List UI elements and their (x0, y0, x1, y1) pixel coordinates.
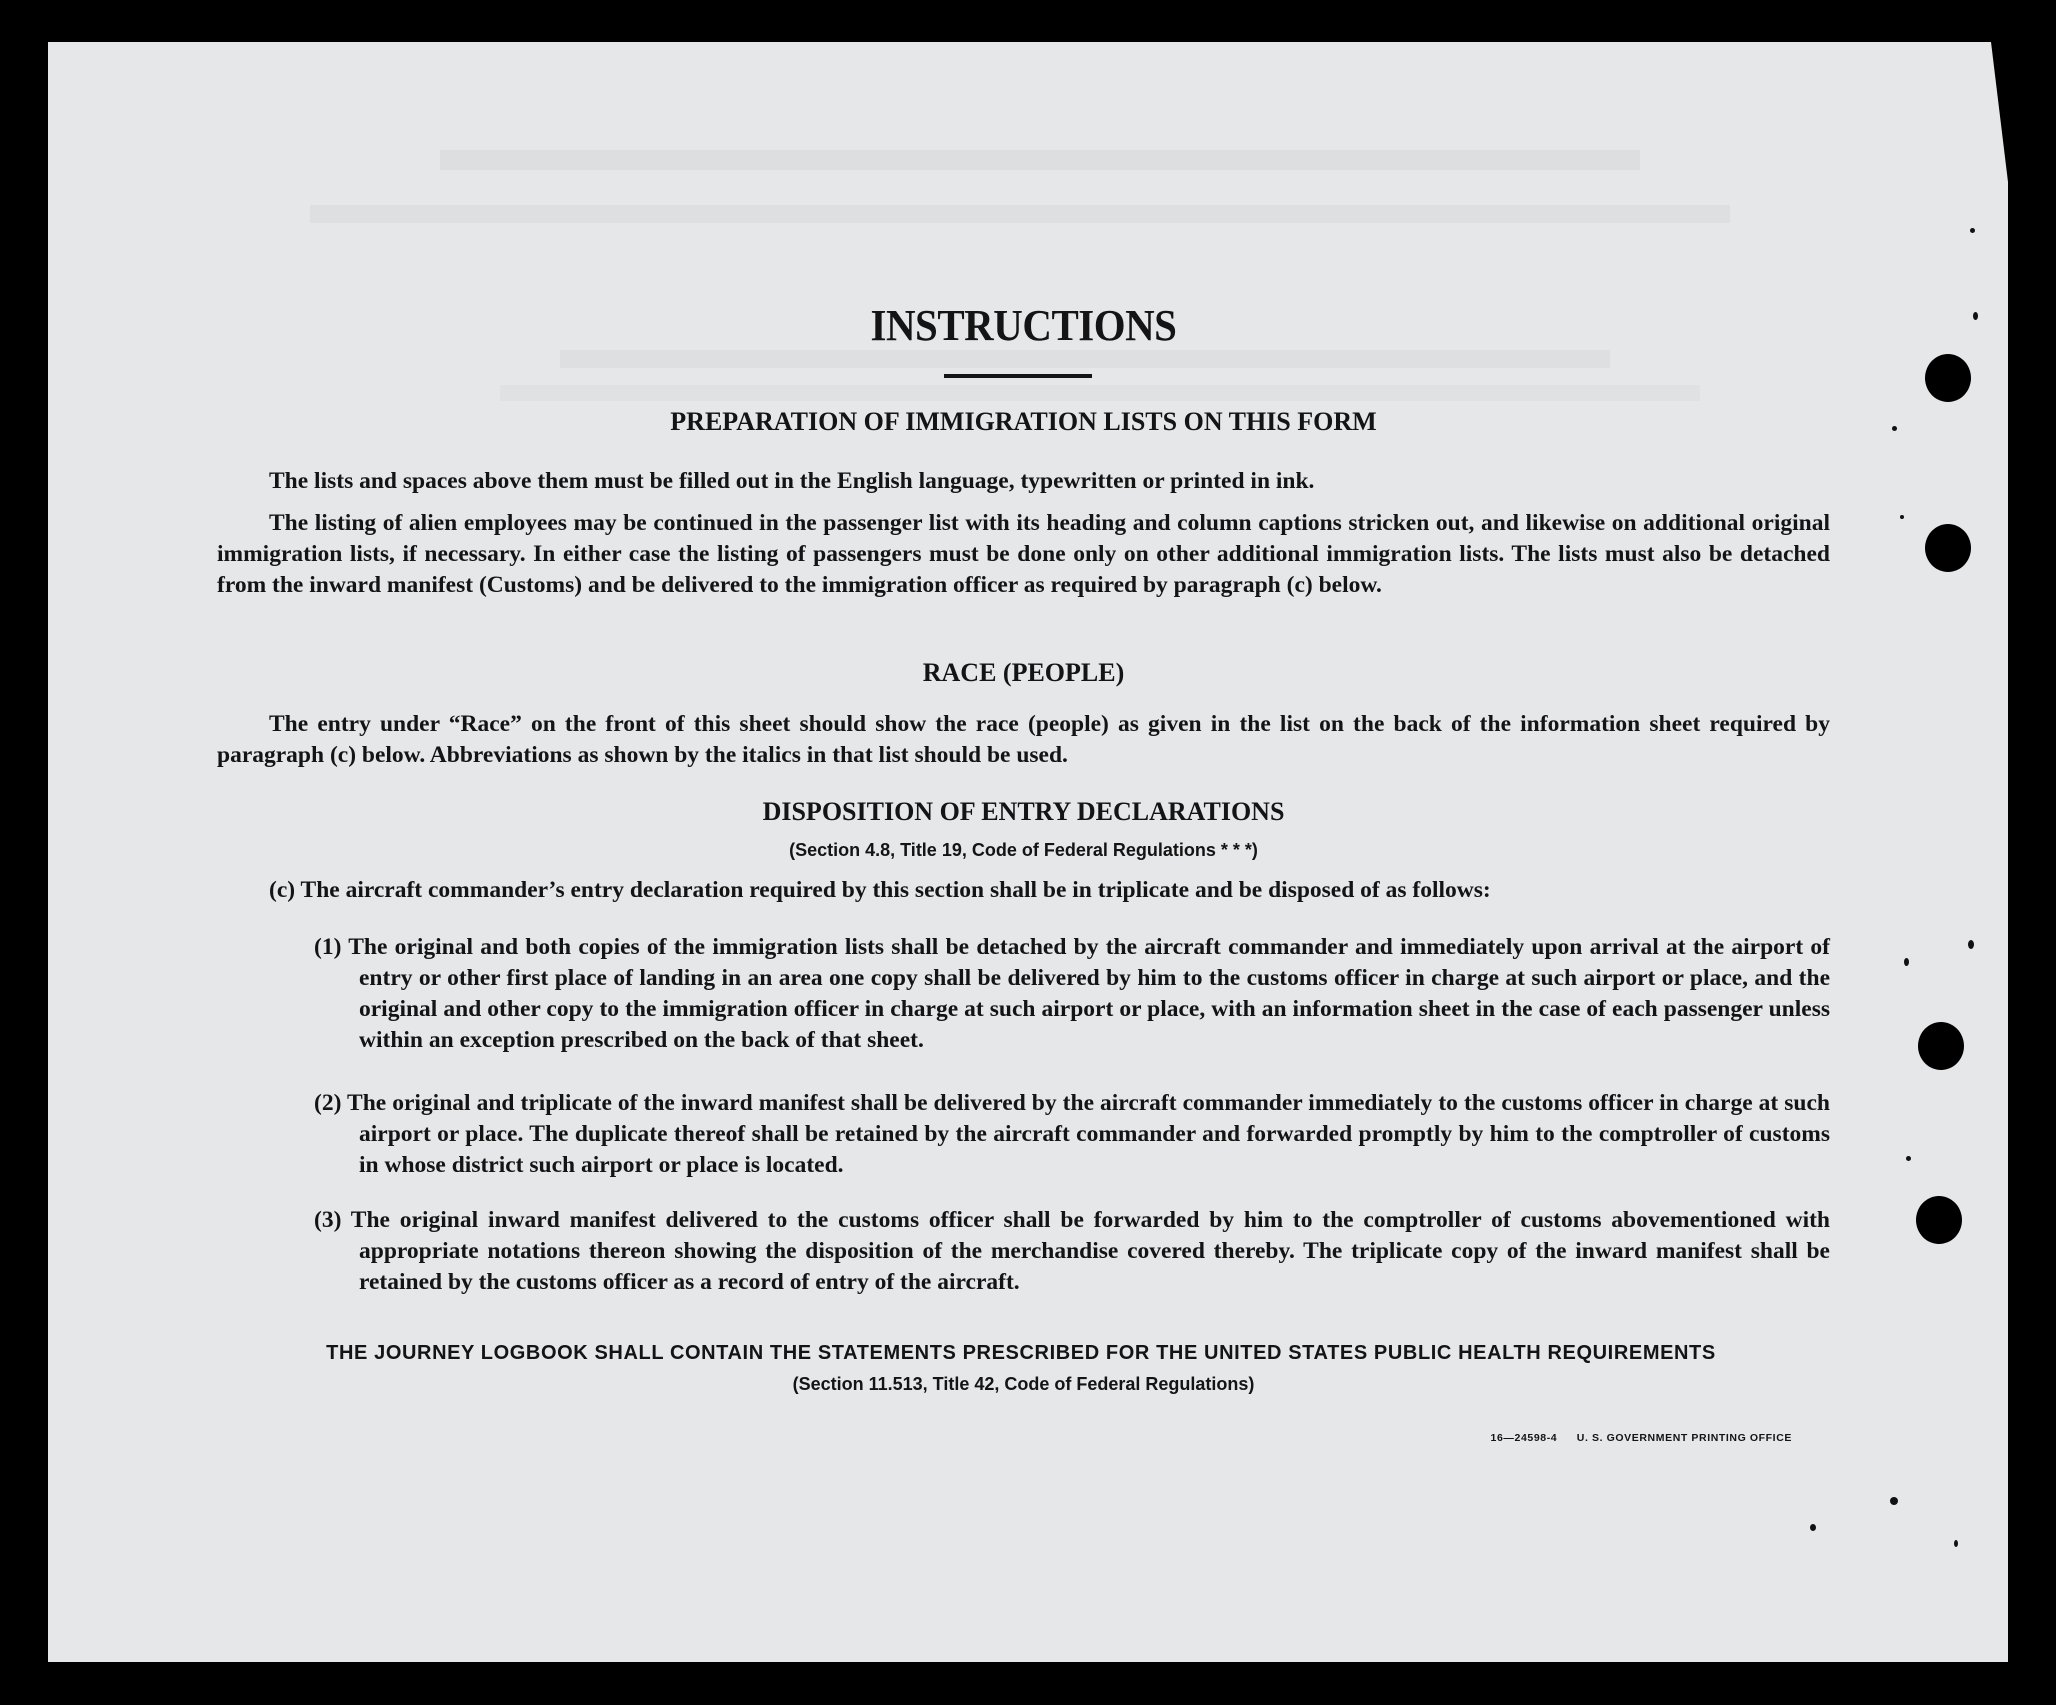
speck (1906, 1156, 1911, 1161)
speck (1892, 426, 1897, 431)
speck (1890, 1497, 1898, 1505)
preparation-paragraph: The listing of alien employees may be continued in the passenger list with its heading and column captions stricken out, and likewise on additional original immigration lists, if necessary. In either case the listing of passengers must be done only on other additional immigration lists. The lists must also be detached from the inward manifest (Customs) and be delivered to the immigration officer as required by paragraph (c) below. (217, 510, 1830, 598)
document-content (217, 0, 1830, 1705)
speck (1970, 228, 1975, 233)
preparation-heading: PREPARATION OF IMMIGRATION LISTS ON THIS FORM (670, 407, 1377, 436)
printer-imprint (1475, 1432, 1792, 1444)
printer-name: U. S. GOVERNMENT PRINTING OFFICE (1576, 1432, 1792, 1444)
speck (1954, 1540, 1958, 1547)
punch-hole (1918, 1022, 1964, 1070)
speck (1904, 958, 1909, 966)
disposition-citation: (Section 4.8, Title 19, Code of Federal Regulations * * *) (789, 840, 1258, 860)
health-statement: THE JOURNEY LOGBOOK SHALL CONTAIN THE STATEMENTS PRESCRIBED FOR THE UNITED STATES PUBLIC HEALTH REQUIREMENTS (326, 1342, 1716, 1364)
disposition-intro: (c) The aircraft commander’s entry declaration required by this section shall be in triplicate and be disposed of as follows: (269, 877, 1491, 903)
speck (1968, 940, 1974, 949)
health-citation: (Section 11.513, Title 42, Code of Federal Regulations) (792, 1374, 1255, 1394)
disposition-item: (2) The original and triplicate of the inward manifest shall be delivered by the aircraft commander immediately to the customs officer in charge at such airport or place. The duplicate thereof shall be retained by the aircraft commander and forwarded promptly by him to the comptroller of customs in whose district such airport or place is located. (314, 1090, 1830, 1178)
preparation-paragraph: The lists and spaces above them must be filled out in the English language, typewritten or printed in ink. (269, 468, 1315, 494)
race-paragraph: The entry under “Race” on the front of this sheet should show the race (people) as given in the list on the back of the information sheet required by paragraph (c) below. Abbreviations as shown by the italics in that list should be used. (217, 711, 1830, 768)
race-heading: RACE (PEOPLE) (922, 658, 1125, 687)
speck (1900, 515, 1904, 519)
punch-hole (1925, 354, 1971, 402)
form-number: 16—24598-4 (1490, 1432, 1558, 1444)
speck (1973, 312, 1978, 320)
disposition-item: (1) The original and both copies of the immigration lists shall be detached by the aircraft commander and immediately upon arrival at the airport of entry or other first place of landing in an area one copy shall be delivered by him to the customs officer in charge at such airport or place, and the original and other copy to the immigration officer in charge at such airport or place, with an information sheet in the case of each passenger unless within an exception prescribed on the back of that sheet. (314, 934, 1830, 1053)
punch-hole (1925, 524, 1971, 572)
disposition-heading: DISPOSITION OF ENTRY DECLARATIONS (762, 797, 1285, 826)
page-title: INSTRUCTIONS (870, 301, 1177, 350)
title-underline (944, 374, 1092, 378)
punch-hole (1916, 1196, 1962, 1244)
disposition-item: (3) The original inward manifest delivered to the customs officer shall be forwarded by him to the comptroller of customs abovementioned with appropriate notations thereon showing the disposition of the merchandise covered thereby. The triplicate copy of the inward manifest shall be retained by the customs officer as a record of entry of the aircraft. (314, 1207, 1830, 1295)
